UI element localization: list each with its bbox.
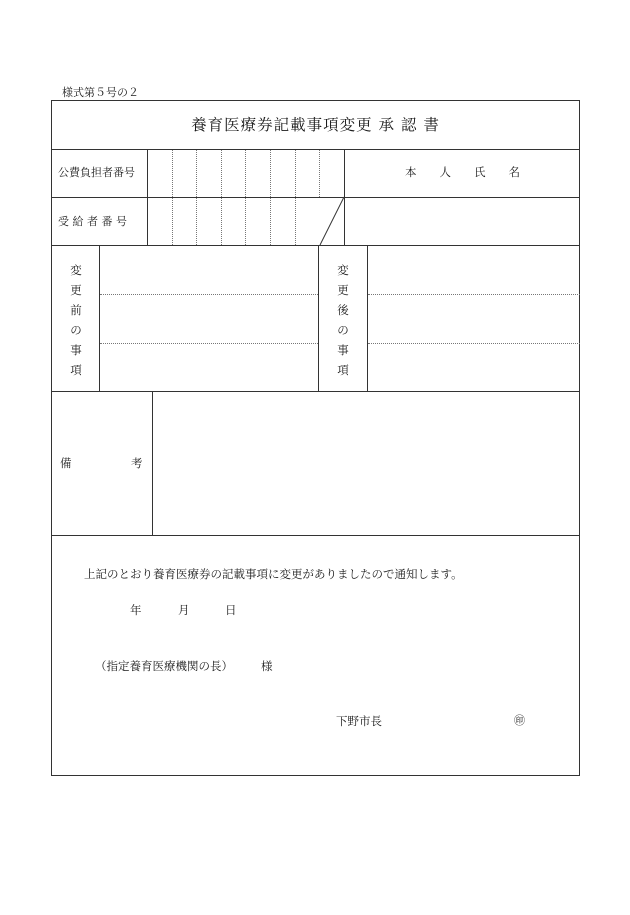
recipient-number-field[interactable]: [148, 198, 320, 245]
remarks-label-left: 備: [60, 456, 72, 470]
date-month: 月: [178, 603, 190, 617]
remarks-label-right: 考: [131, 456, 143, 470]
after-change-field[interactable]: [368, 246, 580, 391]
before-after-divider: [318, 245, 319, 392]
form-number: 様式第５号の２: [62, 86, 139, 99]
before-change-field[interactable]: [100, 246, 318, 391]
before-change-label: 変 更 前 の 事 項: [70, 263, 82, 377]
addressee-label: （指定養育医療機関の長）: [95, 659, 233, 673]
recipient-number-label: 受 給 者 番 号: [58, 215, 127, 228]
public-payer-number-field[interactable]: [148, 150, 344, 197]
after-change-label: 変 更 後 の 事 項: [337, 263, 349, 377]
remarks-field[interactable]: [153, 392, 580, 535]
date-day: 日: [225, 603, 237, 617]
date-year: 年: [130, 603, 142, 617]
form-title: 養育医療券記載事項変更 承 認 書: [191, 116, 440, 134]
issuer-label: 下野市長: [336, 714, 382, 728]
honorific-label: 様: [261, 659, 273, 673]
person-name-field[interactable]: [345, 198, 580, 245]
public-payer-number-label: 公費負担者番号: [58, 166, 135, 179]
person-name-label: 本 人 氏 名: [405, 165, 520, 179]
notice-body: 上記のとおり養育医療券の記載事項に変更がありましたので通知します。: [84, 567, 463, 581]
seal-icon: ㊞: [514, 714, 525, 727]
